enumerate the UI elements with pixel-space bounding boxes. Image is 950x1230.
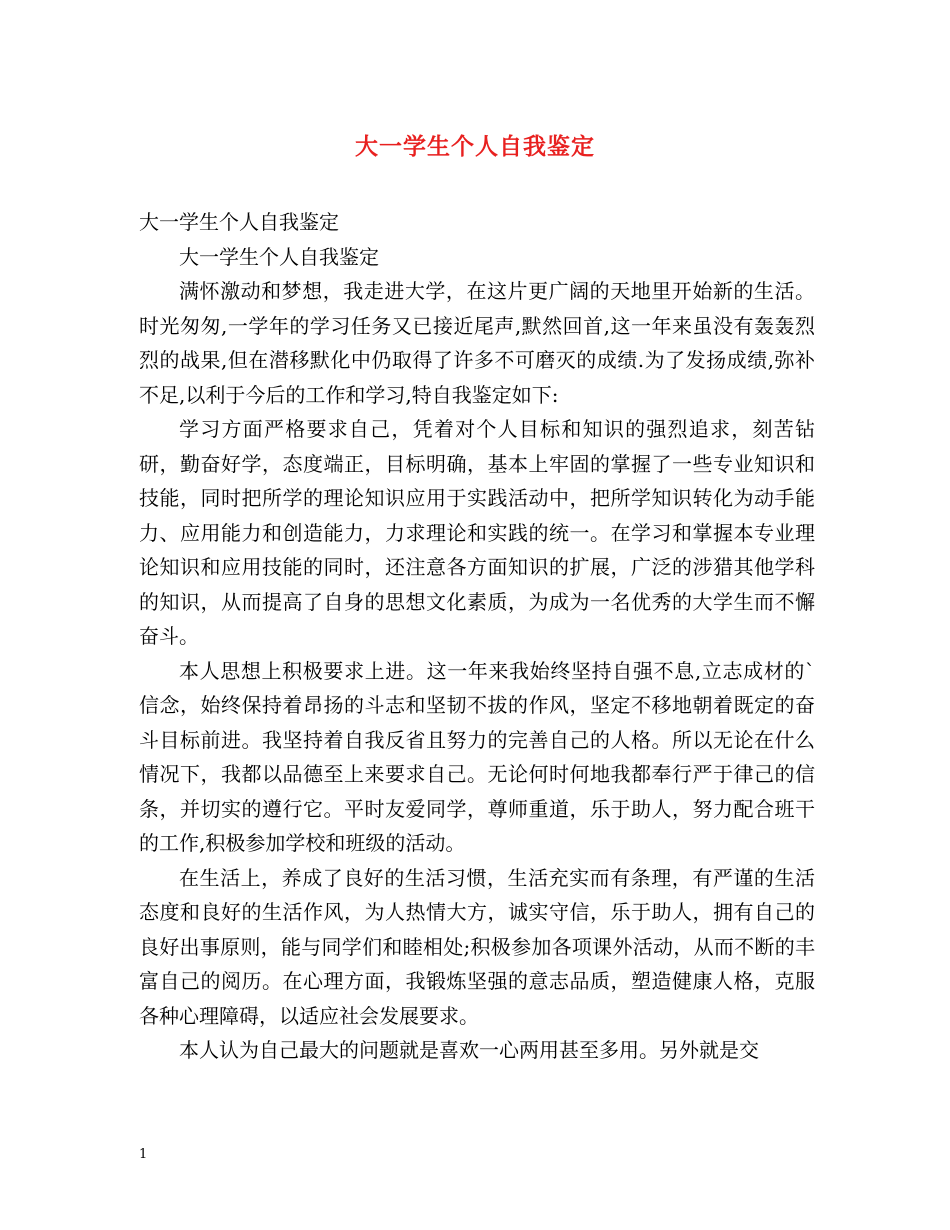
paragraph-intro: 满怀激动和梦想，我走进大学，在这片更广阔的天地里开始新的生活。 时光匆匆,一学年的学习任务又已接近尾声,默然回首,这一年来虽没有轰轰烈烈的战果,但在潜移默化中仍取得了许多不可磨灭的成绩.为了发扬成绩,弥补不足,以利于今后的工作和学习,特自我鉴定如下: — [139, 279, 815, 407]
body-heading: 大一学生个人自我鉴定 — [139, 210, 339, 234]
paragraph-life: 在生活上，养成了良好的生活习惯，生活充实而有条理，有严谨的生活态度和良好的生活作风，为人热情大方，诚实守信，乐于助人，拥有自己的良好出事原则，能与同学们和睦相处;积极参加各项课外活动，从而不断的丰富自己的阅历。在心理方面，我锻炼坚强的意志品质，塑造健康人格，克服各种心理障碍，以适应社会发展要求。 — [139, 865, 815, 1028]
paragraph-problems: 本人认为自己最大的问题就是喜欢一心两用甚至多用。另外就是交 — [179, 1038, 759, 1062]
paragraph-study: 学习方面严格要求自己，凭着对个人目标和知识的强烈追求，刻苦钻研，勤奋好学，态度端正，目标明确，基本上牢固的掌握了一些专业知识和技能，同时把所学的理论知识应用于实践活动中，把所学知识转化为动手能力、应用能力和创造能力，力求理论和实践的统一。在学习和掌握本专业理论知识和应用技能的同时，还注意各方面知识的扩展，广泛的涉猎其他学科的知识，从而提高了自身的思想文化素质，为成为一名优秀的大学生而不懈奋斗。 — [139, 417, 815, 648]
body-subheading: 大一学生个人自我鉴定 — [179, 244, 379, 269]
paragraph-thought: 本人思想上积极要求上进。这一年来我始终坚持自强不息,立志成材的`信念，始终保持着昂扬的斗志和坚韧不拔的作风，坚定不移地朝着既定的奋斗目标前进。我坚持着自我反省且努力的完善自己的人格。所以无论在什么情况下，我都以品德至上来要求自己。无论何时何地我都奉行严于律己的信条，并切实的遵行它。平时友爱同学，尊师重道，乐于助人，努力配合班干的工作,积极参加学校和班级的活动。 — [139, 658, 815, 855]
document-body — [139, 205, 815, 1068]
page-number: 1 — [139, 1147, 148, 1162]
document-title: 大一学生个人自我鉴定 — [355, 133, 595, 160]
